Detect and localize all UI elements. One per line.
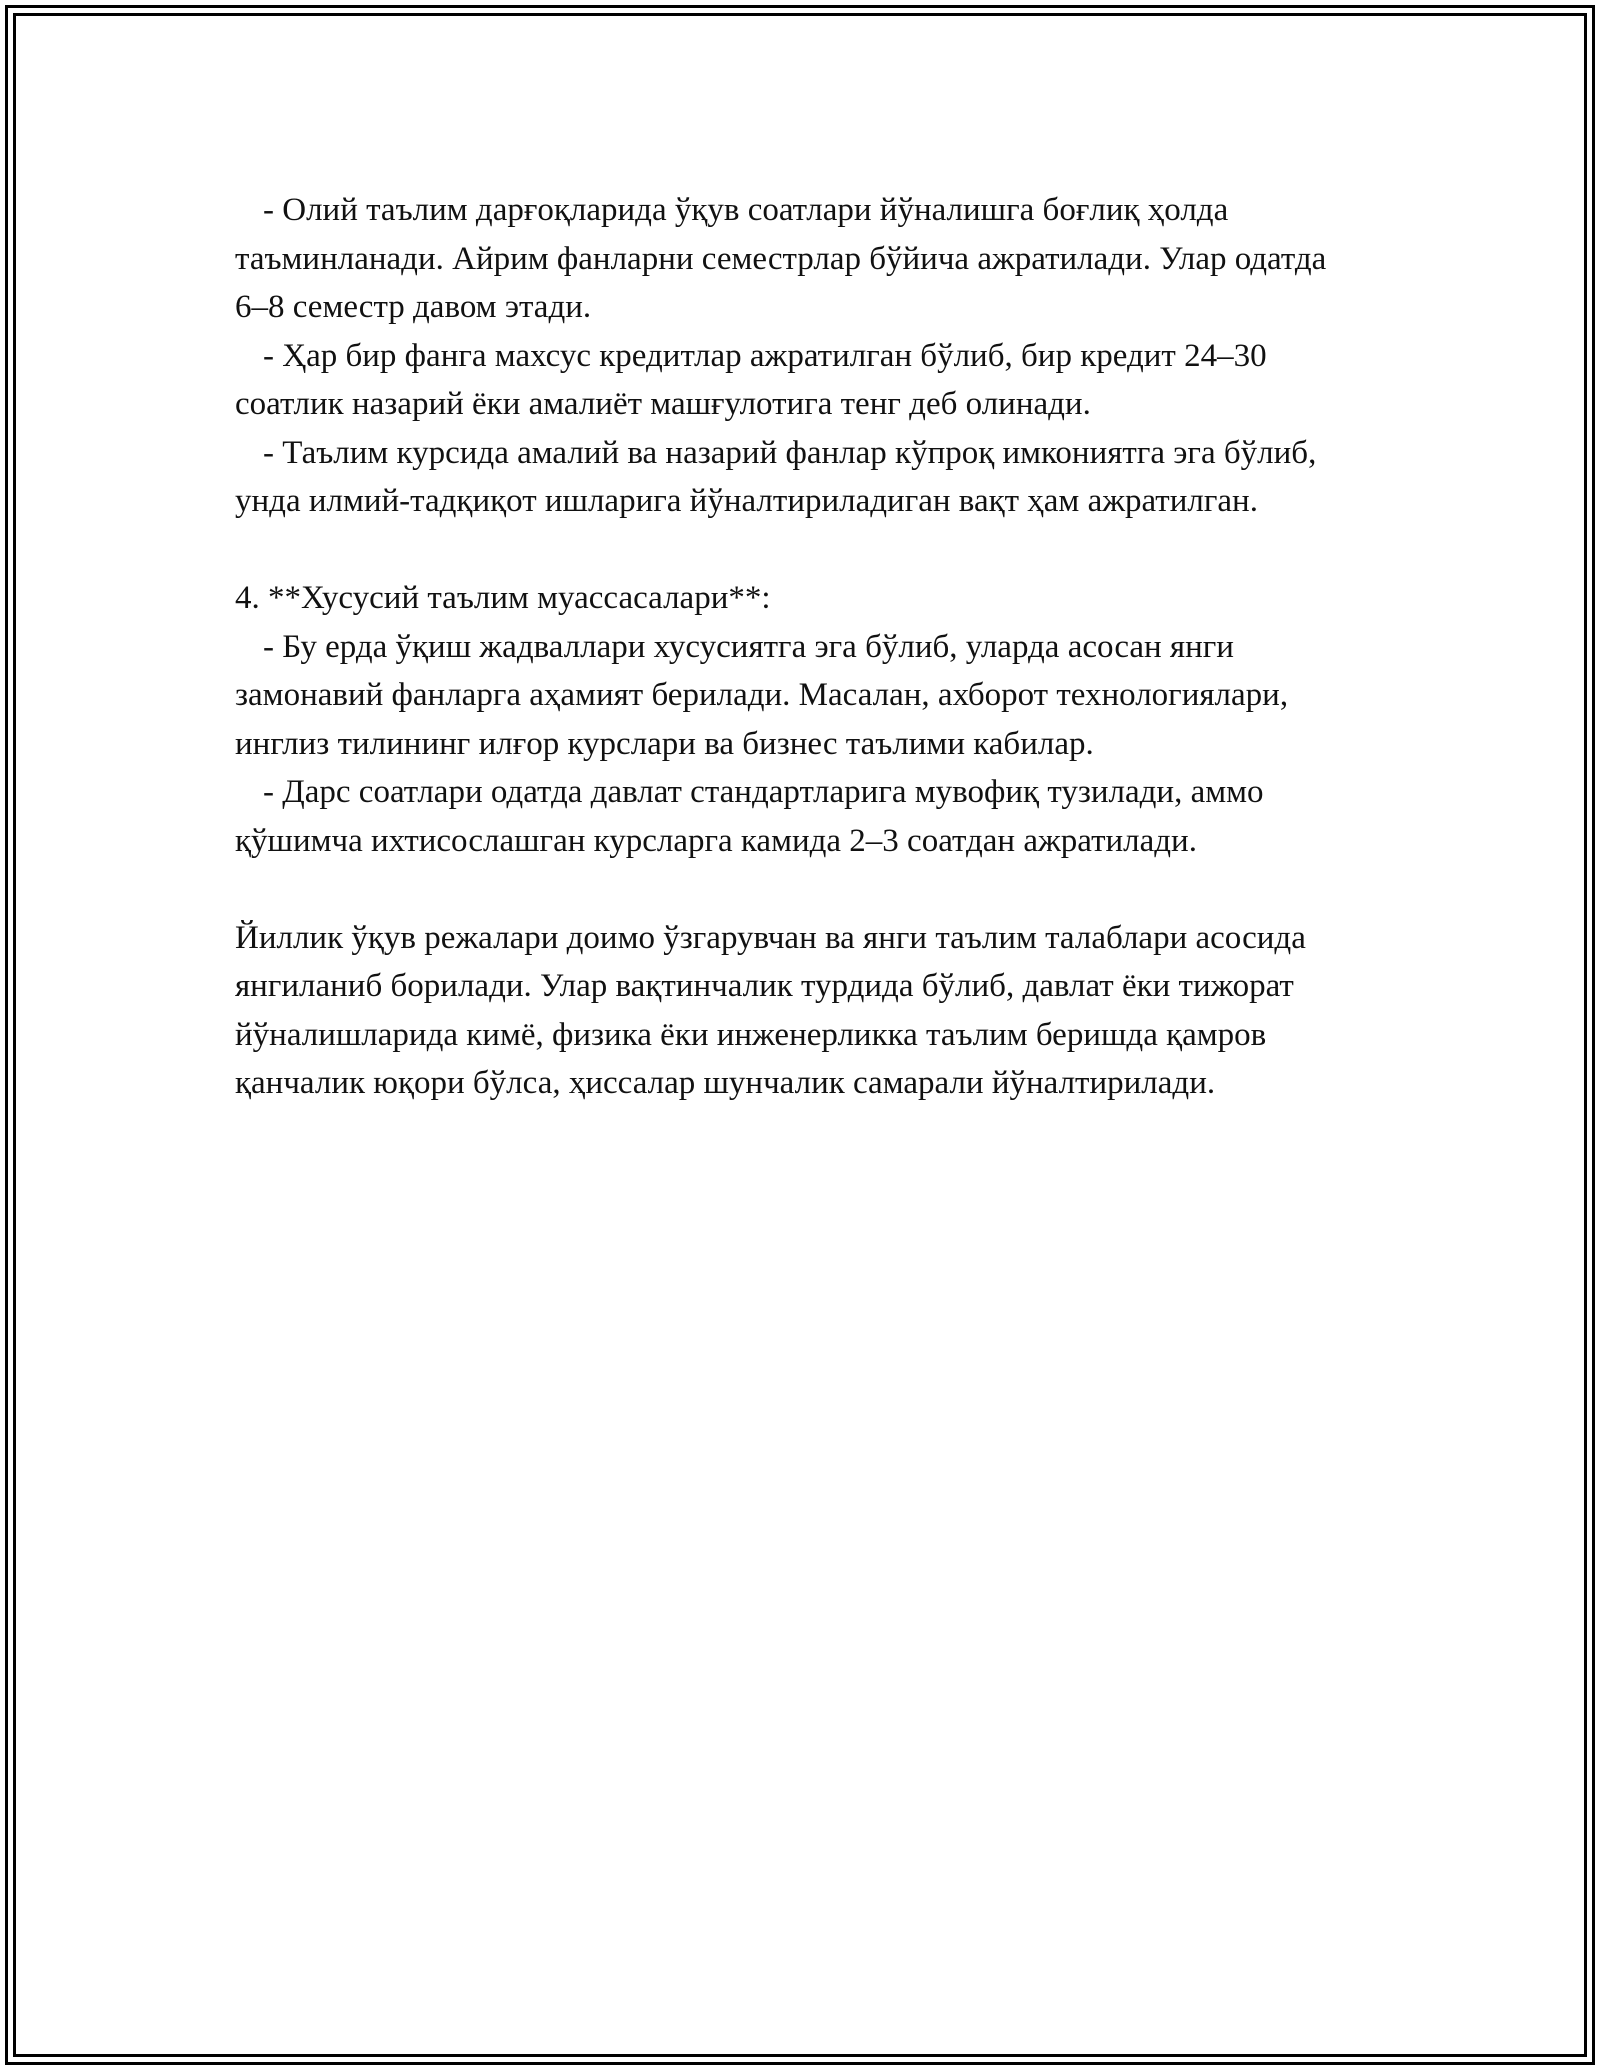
section-heading-private-institutions: 4. **Хусусий таълим муассасалари**: bbox=[235, 580, 771, 616]
paragraph-credits: - Ҳар бир фанга махсус кредитлар ажратилган бўлиб, бир кредит 24–30 соатлик назарий ёки амалиёт машғулотига тенг деб олинади. bbox=[235, 337, 1267, 422]
paragraph-annual-plans: Йиллик ўқув режалари доимо ўзгарувчан ва янги таълим талаблари асосида янгиланиб борилади. Улар вақтинчалик турдида бўлиб, давлат ёки тижорат йўналишларида кимё, физика ёки инженерликка таълим беришда қамров қанчалик юқори бўлса, ҳиссалар шунчалик самарали йўналтирилади. bbox=[235, 919, 1306, 1101]
paragraph-gap bbox=[235, 865, 1365, 914]
paragraph-private-schedules: - Бу ерда ўқиш жадваллари хусусиятга эга бўлиб, уларда асосан янги замонавий фанларга аҳамият берилади. Масалан, ахборот технологиялари, инглиз тилининг илғор курслари ва бизнес таълими кабилар. bbox=[235, 628, 1289, 762]
paragraph-gap bbox=[235, 526, 1365, 575]
document-body bbox=[235, 186, 1365, 1108]
paragraph-lesson-hours: - Дарс соатлари одатда давлат стандартларига мувофиқ тузилади, аммо қўшимча ихтисослашган курсларга камида 2–3 соатдан ажратилади. bbox=[235, 774, 1264, 859]
paragraph-practical-theoretical: - Таълим курсида амалий ва назарий фанлар кўпроқ имкониятга эга бўлиб, унда илмий-тадқиқот ишларига йўналтириладиган вақт ҳам ажратилган. bbox=[235, 434, 1317, 519]
paragraph-higher-education-hours: - Олий таълим дарғоқларида ўқув соатлари йўналишга боғлиқ ҳолда таъминланади. Айрим фанларни семестрлар бўйича ажратилади. Улар одатда 6–8 семестр давом этади. bbox=[235, 192, 1327, 325]
